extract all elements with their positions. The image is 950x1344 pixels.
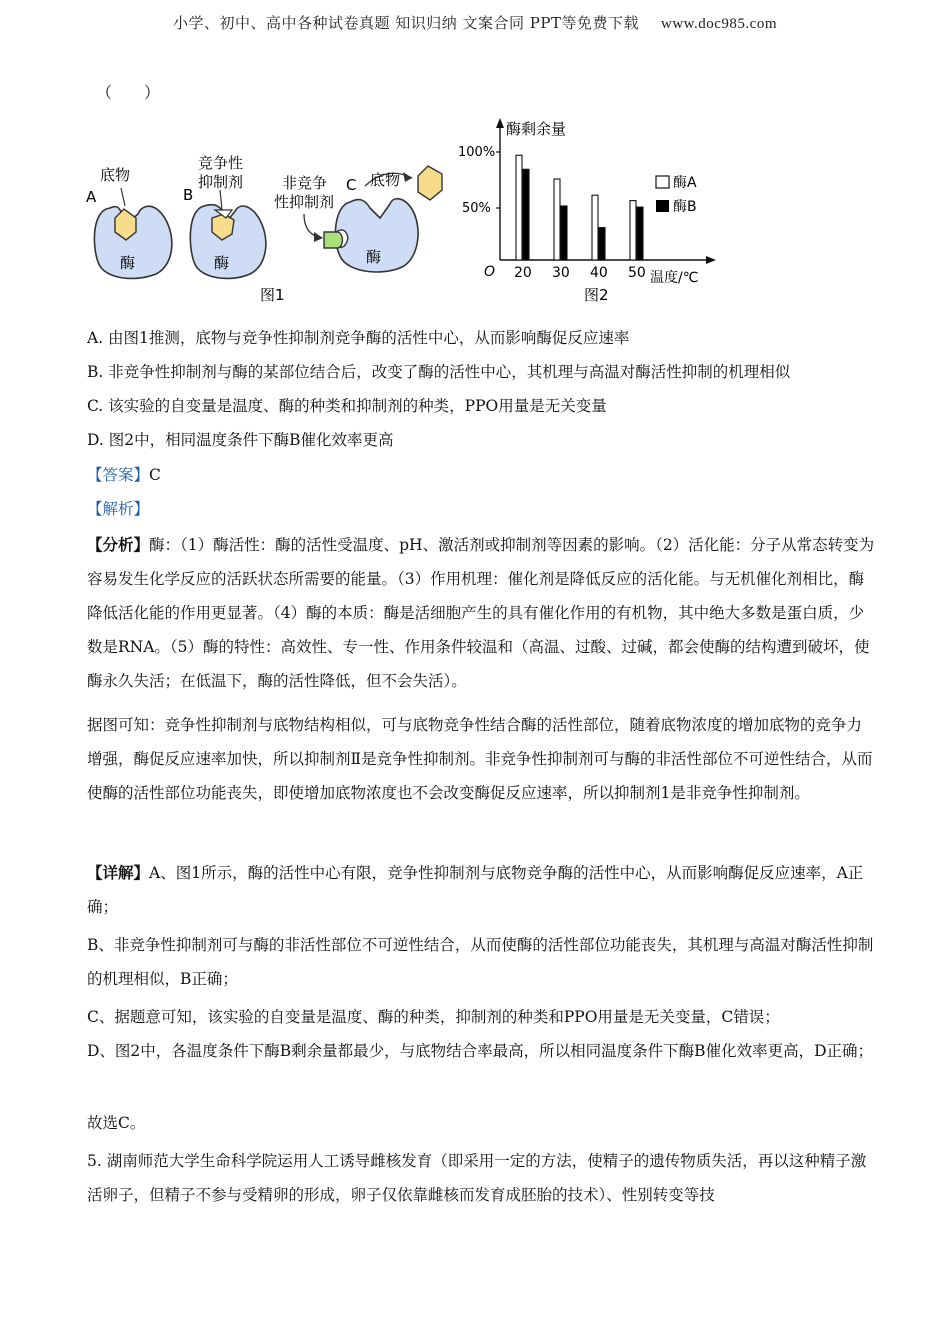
option-b: B. 非竞争性抑制剂与酶的某部位结合后，改变了酶的活性中心，其机理与高温对酶活性抑制的机理相似	[87, 363, 791, 381]
header-site[interactable]: www.doc985.com	[660, 16, 777, 32]
fenxi-paragraph	[87, 528, 877, 698]
noncomp-inhibitor-line1: 非竞争	[282, 174, 328, 192]
inhibitor-c-shape	[324, 232, 343, 248]
figures	[0, 110, 950, 310]
legend-swatch-b	[656, 200, 669, 212]
answer-value: C	[149, 466, 161, 484]
option-a: A. 由图1推测，底物与竞争性抑制剂竞争酶的活性中心，从而影响酶促反应速率	[87, 329, 630, 347]
xtick-label-40: 40	[590, 265, 608, 281]
analysis-heading: 【解析】	[87, 500, 150, 518]
enzyme-a-label: 酶	[120, 254, 136, 272]
figure-2-caption: 图2	[584, 286, 609, 304]
label-c: C	[346, 176, 357, 194]
enzyme-c-label: 酶	[366, 248, 382, 266]
bar-a-40	[592, 195, 598, 260]
y-axis-label: 酶剩余量	[506, 120, 567, 138]
legend-label-b: 酶B	[673, 199, 697, 215]
x-axis-arrow	[706, 256, 716, 264]
detail-label: 【详解】	[87, 863, 150, 882]
figure-1-caption: 图1	[260, 286, 285, 304]
question-paren: （ ）	[96, 83, 161, 102]
comp-inhibitor-line2: 抑制剂	[198, 173, 244, 191]
substrate-a-label: 底物	[100, 166, 131, 184]
detail-a-paragraph	[87, 856, 877, 924]
bar-b-40	[599, 228, 605, 260]
detail-c-paragraph: C、据题意可知，该实验的自变量是温度、酶的种类，抑制剂的种类和PPO用量是无关变量，C错误；	[87, 1008, 780, 1026]
answer-line	[87, 458, 877, 492]
figure-explain-paragraph: 据图可知：竞争性抑制剂与底物结构相似，可与底物竞争性结合酶的活性部位，随着底物浓度的增加底物的竞争力增强，酶促反应速率加快，所以抑制剂Ⅱ是竞争性抑制剂。非竞争性抑制剂可与酶的非活性部位不可逆性结合，从而使酶的活性部位功能丧失，即使增加底物浓度也不会改变酶促反应速率，所以抑制剂1是非竞争性抑制剂。	[87, 716, 873, 802]
bar-b-20	[523, 169, 529, 260]
bar-b-50	[637, 207, 643, 260]
noncomp-inhibitor-line2: 性抑制剂	[274, 193, 335, 211]
header-text: 小学、初中、高中各种试卷真题 知识归纳 文案合同 PPT等免费下载	[172, 14, 639, 32]
detail-b-paragraph: B、非竞争性抑制剂可与酶的非活性部位不可逆性结合，从而使酶的活性部位功能丧失，其机理与高温对酶活性抑制的机理相似，B正确；	[87, 936, 874, 988]
xtick-label-30: 30	[552, 265, 570, 281]
detail-d-paragraph: D、图2中，各温度条件下酶B剩余量都最少，与底物结合率最高，所以相同温度条件下酶B催化效率更高，D正确；	[87, 1042, 874, 1060]
fenxi-text: 酶：（1）酶活性：酶的活性受温度、pH、激活剂或抑制剂等因素的影响。（2）活化能：分子从常态转变为容易发生化学反应的活跃状态所需要的能量。（3）作用机理：催化剂是降低反应的活化能。与无机催化剂相比，酶降低活化能的作用更显著。（4）酶的本质：酶是活细胞产生的具有催化作用的有机物，其中绝大多数是蛋白质，少数是RNA。（5）酶的特性：高效性、专一性、作用条件较温和（高温、过酸、过碱，都会使酶的结构遭到破坏，使酶永久失活；在低温下，酶的活性降低，但不会失活）。	[87, 536, 875, 690]
detail-conclusion: 故选C。	[87, 1114, 146, 1132]
figure-2-chart	[458, 118, 716, 304]
legend-label-a: 酶A	[673, 175, 697, 191]
enzyme-b-label: 酶	[214, 254, 230, 272]
label-b: B	[183, 186, 194, 204]
label-a: A	[86, 188, 97, 206]
xtick-label-20: 20	[514, 265, 532, 281]
option-d: D. 图2中，相同温度条件下酶B催化效率更高	[87, 431, 394, 449]
detail-a-text: A、图1所示，酶的活性中心有限，竞争性抑制剂与底物竞争酶的活性中心，从而影响酶促反应速率，A正确；	[87, 864, 864, 916]
comp-inhibitor-line1: 竞争性	[198, 154, 244, 172]
page-header	[0, 12, 950, 33]
bar-a-20	[516, 155, 522, 260]
answer-label: 【答案】	[87, 466, 150, 484]
figure-1	[86, 154, 442, 304]
next-question: 5. 湖南师范大学生命科学院运用人工诱导雌核发育（即采用一定的方法，使精子的遗传物质失活，再以这种精子激活卵子，但精子不参与受精卵的形成，卵子仅依靠雌核而发育成胚胎的技术）、性别转变等技	[87, 1152, 867, 1204]
fenxi-label: 【分析】	[87, 535, 150, 554]
x-axis-label: 温度/℃	[650, 270, 699, 286]
bar-a-50	[630, 201, 636, 260]
legend-swatch-a	[656, 176, 669, 188]
substrate-c-shape	[418, 166, 442, 200]
xtick-label-50: 50	[628, 265, 646, 281]
substrate-c-label: 底物	[370, 171, 401, 189]
origin-label: O	[484, 264, 496, 280]
y-axis-arrow	[496, 118, 504, 128]
bar-a-30	[554, 179, 560, 260]
option-c: C. 该实验的自变量是温度、酶的种类和抑制剂的种类，PPO用量是无关变量	[87, 397, 607, 415]
ytick-label-100: 100%	[458, 145, 496, 160]
bar-b-30	[561, 206, 567, 260]
ytick-label-50: 50%	[462, 201, 491, 216]
